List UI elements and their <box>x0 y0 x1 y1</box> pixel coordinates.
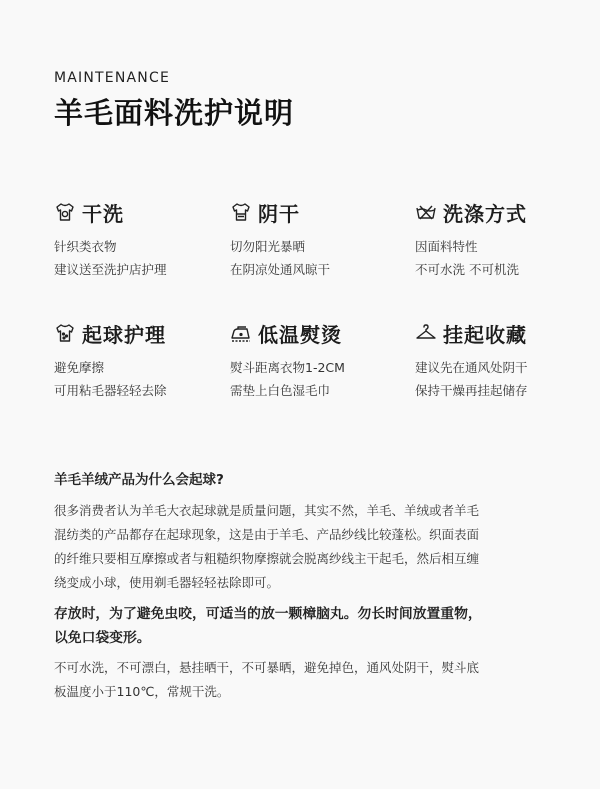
care-item-hang-storage: 挂起收藏 建议先在通风处阴干 保持干燥再挂起储存 <box>415 322 528 398</box>
care-item-low-temp-iron: 低温熨烫 熨斗距离衣物1-2CM 需垫上白色湿毛巾 <box>230 322 345 398</box>
faq-answer: 很多消费者认为羊毛大衣起球就是质量问题，其实不然，羊毛、羊绒或者羊毛 混纺类的产品都存在起球现象，这是由于羊毛、产品纱线比较蓬松。织面表面 的纤维只要相互摩擦或者与粗糙织物摩擦就会脱离纱线主干起毛，然后相互缠 绕变成小球，使用剃毛器轻轻祛除即可。 <box>54 503 480 590</box>
shade-dry-shirt-icon <box>230 201 252 223</box>
care-item-shade-dry: 阴干 切勿阳光暴晒 在阴凉处通风晾干 <box>230 201 331 277</box>
care-item-pilling: 起球护理 避免摩擦 可用粘毛器轻轻去除 <box>54 322 167 398</box>
eyebrow-label: MAINTENANCE <box>54 70 170 86</box>
storage-note: 存放时，为了避免虫咬，可适当的放一颗樟脑丸。勿长时间放置重物， 以免口袋变形。 <box>54 606 482 646</box>
pilling-shirt-icon <box>54 322 76 344</box>
faq-question: 羊毛羊绒产品为什么会起球? <box>54 472 224 488</box>
dry-clean-shirt-icon <box>54 201 76 223</box>
low-temp-iron-icon <box>230 322 252 344</box>
care-item-dry-clean: 干洗 针织类衣物 建议送至洗护店护理 <box>54 201 167 277</box>
general-care-note: 不可水洗，不可漂白，悬挂晒干，不可暴晒，避免掉色，通风处阴干，熨斗底 板温度小于110℃，常规干洗。 <box>54 660 480 699</box>
hanger-icon <box>415 322 437 344</box>
care-item-wash-method: 洗涤方式 因面料特性 不可水洗 不可机洗 <box>415 201 527 277</box>
no-wash-tub-icon <box>415 201 437 223</box>
page-title: 羊毛面料洗护说明 <box>54 96 295 130</box>
